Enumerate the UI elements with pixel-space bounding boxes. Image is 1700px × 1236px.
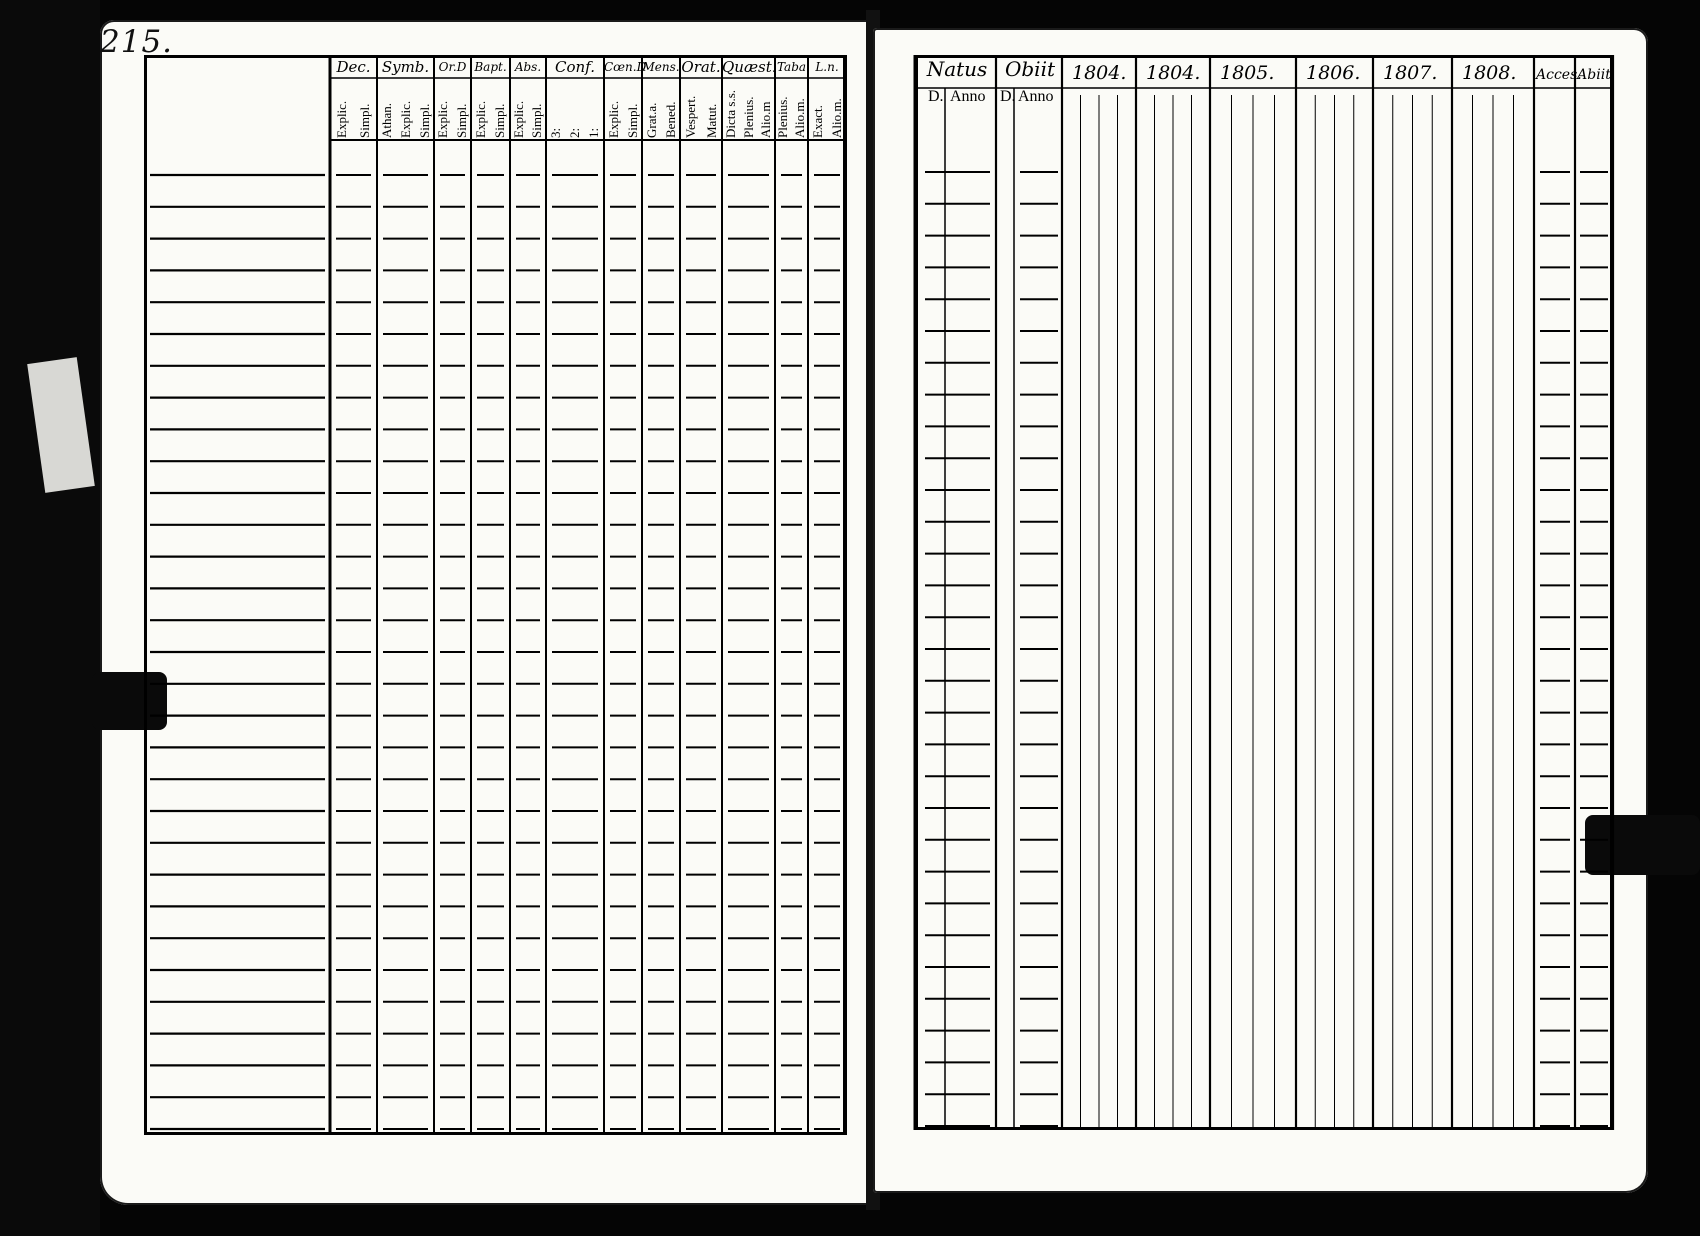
left-header-sublabel: Plenius. (775, 96, 791, 138)
left-header-sublabel: Simpl. (624, 103, 640, 138)
left-header-sublabel: Simpl. (453, 103, 469, 138)
left-header-sublabel: Alio.m. (828, 98, 844, 138)
left-header-label: Taba (776, 60, 807, 74)
left-header-label: L.n. (815, 60, 839, 74)
left-header-sublabel: Alio.m. (791, 98, 807, 138)
page-number: 215. (100, 24, 174, 60)
left-header-label: Abs. (514, 60, 542, 74)
left-header-sublabel: 1: (586, 127, 602, 138)
left-header-label: Mens. (642, 60, 680, 74)
year-header: 1807. (1383, 62, 1438, 84)
left-header-sublabel: Simpl. (492, 103, 508, 138)
left-header-sublabel: Alio.m (758, 101, 774, 138)
left-header-sublabel: Athan. (378, 102, 394, 138)
natus-year-header: Anno (950, 88, 986, 105)
abiit-header: Abiit (1577, 67, 1611, 83)
left-header-label: Dec. (336, 58, 371, 76)
year-header: 1804. (1072, 62, 1127, 84)
left-header-sublabel: Explic. (511, 100, 526, 138)
left-header-sublabel: Matut. (703, 103, 719, 138)
left-header-sublabel: Exact. (809, 105, 825, 138)
left-header-label: Cœn.D (604, 60, 647, 74)
left-header-label: Conf. (555, 58, 595, 76)
natus-day-header: D. (928, 88, 944, 105)
year-header: 1804. (1146, 62, 1201, 84)
obiit-header: Obiit (1004, 57, 1056, 81)
year-header: 1806. (1306, 62, 1361, 84)
left-header-sublabel: Grat.a. (643, 102, 659, 138)
obiit-day-header: D. (1000, 88, 1016, 105)
left-header-sublabel: Simpl. (357, 103, 373, 138)
left-header-sublabel: Vespert. (682, 95, 698, 138)
year-header: 1805. (1220, 62, 1275, 84)
left-header-label: Orat. (681, 58, 721, 76)
left-header-label: Symb. (381, 58, 430, 76)
left-header-sublabel: Explic. (333, 100, 349, 138)
accessit-header: Acces. (1536, 67, 1582, 83)
left-header-label: Bapt. (474, 60, 507, 74)
left-header-sublabel: Explic. (397, 100, 413, 138)
left-header-sublabel: 2: (567, 127, 582, 138)
left-header-sublabel: Explic. (605, 100, 621, 138)
left-header-sublabel: Simpl. (529, 103, 544, 138)
obiit-year-header: Anno (1018, 88, 1054, 105)
left-header-sublabel: Explic. (435, 100, 451, 138)
left-header-label: Or.D (438, 60, 467, 74)
left-header-sublabel: Simpl. (416, 103, 432, 138)
left-header-sublabel: Dicta s.s. (722, 89, 738, 138)
left-header-sublabel: Bened. (662, 101, 678, 138)
left-header-sublabel: 3: (547, 127, 563, 138)
year-header: 1808. (1462, 62, 1517, 84)
natus-header: Natus (926, 57, 988, 81)
left-header-label: Quæst. (722, 58, 777, 76)
left-header-sublabel: Explic. (472, 100, 488, 138)
left-header-sublabel: Plenius. (740, 96, 756, 138)
